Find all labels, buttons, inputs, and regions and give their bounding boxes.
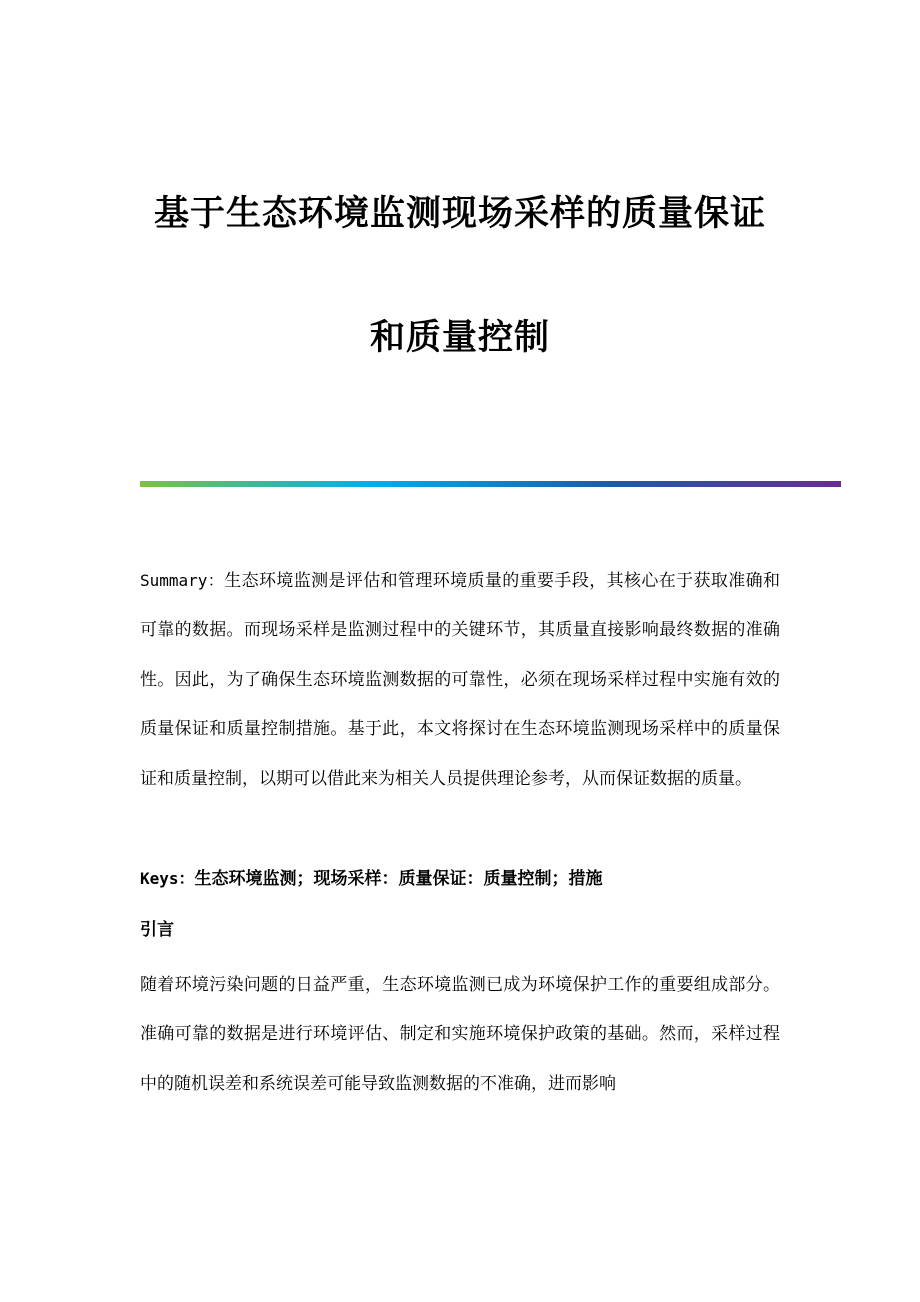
intro-paragraph: 随着环境污染问题的日益严重，生态环境监测已成为环境保护工作的重要组成部分。准确可靠的数据是进行环境评估、制定和实施环境保护政策的基础。然而，采样过程中的随机误差和系统误差可能导致监测数据的不准确，进而影响 <box>140 975 780 1094</box>
keywords-label: Keys： <box>140 869 195 888</box>
section-heading-intro: 引言 <box>140 920 174 940</box>
summary-paragraph <box>140 556 780 804</box>
document-title-line-2: 和质量控制 <box>369 318 550 358</box>
document-title-line-1: 基于生态环境监测现场采样的质量保证 <box>153 194 766 234</box>
summary-label: Summary： <box>140 571 225 590</box>
gradient-divider <box>140 481 841 487</box>
keywords-line <box>140 854 780 904</box>
summary-text: 生态环境监测是评估和管理环境质量的重要手段，其核心在于获取准确和可靠的数据。而现场采样是监测过程中的关键环节，其质量直接影响最终数据的准确性。因此，为了确保生态环境监测数据的可靠性，必须在现场采样过程中实施有效的质量保证和质量控制措施。基于此，本文将探讨在生态环境监测现场采样中的质量保证和质量控制，以期可以借此来为相关人员提供理论参考，从而保证数据的质量。 <box>140 571 781 789</box>
keywords-text: 生态环境监测；现场采样：质量保证：质量控制；措施 <box>194 869 603 889</box>
